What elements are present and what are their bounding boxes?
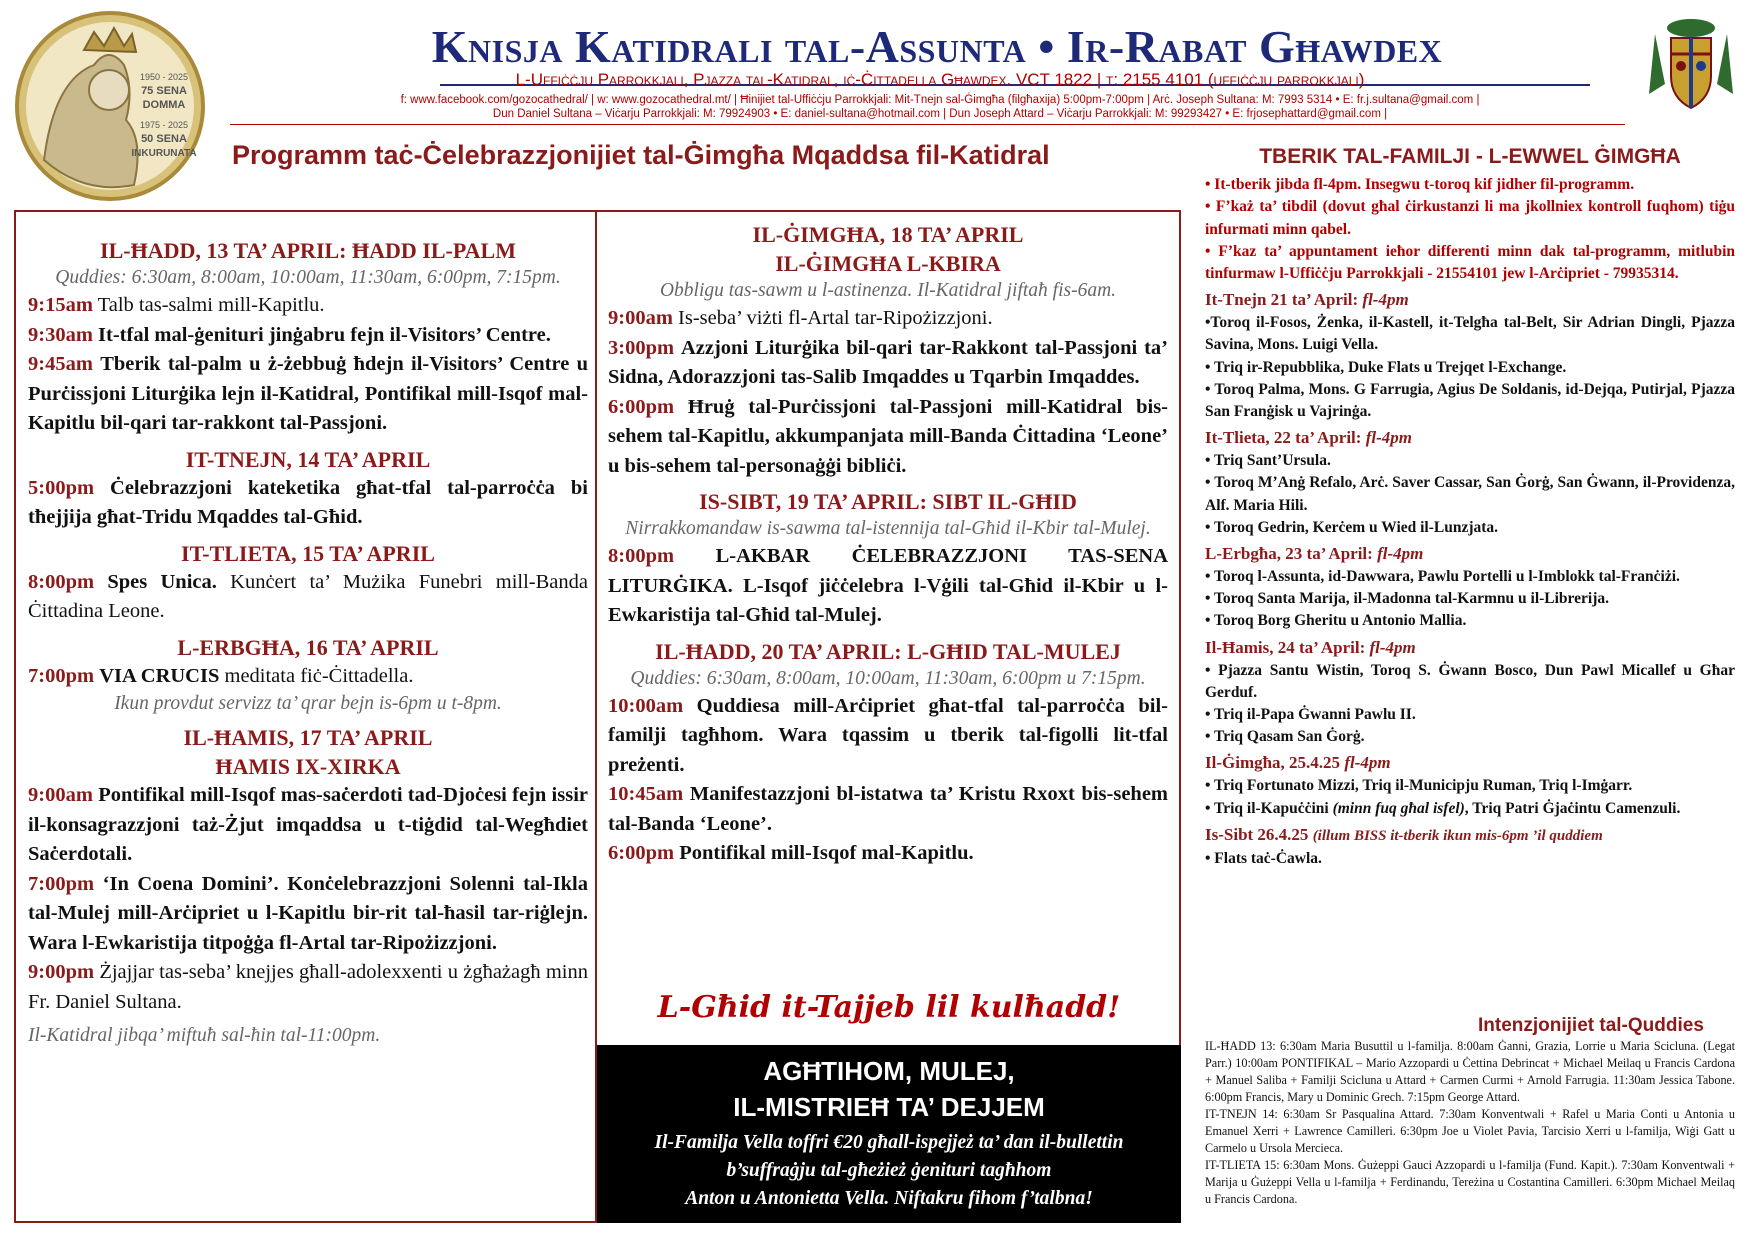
schedule-column-left — [28, 236, 588, 1049]
schedule-item: 7:00pm VIA CRUCIS meditata fiċ-Ċittadella. — [28, 664, 414, 687]
blessing-note: • F’kaz ta’ appuntament ieħor differenti minn dak tal-programm, mitlubin tinfurmaw l-Uffiċċju Parrokkjali - 21554101 jew l-Arċipriet - 79935314. — [1205, 242, 1735, 283]
program-title: Programm taċ-Ċelebrazzjonijiet tal-Ġimgħa Mqaddsa fil-Katidral — [232, 140, 1050, 170]
fasting-note: Obbligu tas-sawm u l-astinenza. Il-Katidral jiftaħ fis-6am. — [659, 280, 1117, 301]
blessing-streets: • Toroq Palma, Mons. G Farrugia, Agius De Soldanis, id-Dejqa, Putirjal, Pjazza San Franġisk u Vajrinġa. — [1205, 380, 1735, 421]
memorial-text-2: b’suffraġju tal-għeżież ġenituri tagħhom — [726, 1160, 1052, 1181]
schedule-item: 5:00pm Ċelebrazzjoni kateketika għat-tfal tal-parroċċa bi tħejjija għat-Tridu Mqaddes tal-Għid. — [28, 476, 588, 528]
blessing-streets: • Toroq l-Assunta, id-Dawwara, Pawlu Portelli u l-Imblokk tal-Franċiżi. — [1205, 568, 1680, 586]
blessing-streets: • Triq Qasam San Ġorġ. — [1205, 728, 1365, 746]
memorial-title-1: AGĦTIHOM, MULEJ, — [763, 1056, 1015, 1086]
blessing-streets: • Triq Fortunato Mizzi, Triq il-Municipju Ruman, Triq l-Imġarr. — [1205, 777, 1633, 795]
schedule-item: 10:00am Quddiesa mill-Arċipriet għat-tfal tal-parroċċa bil-familji tagħhom. Wara tqassim u tberik tal-figolli lit-tfal preżenti. — [608, 694, 1169, 776]
confession-note: Ikun provdut servizz ta’ qrar bejn is-6pm u t-8pm. — [114, 693, 502, 714]
vigil-note: Nirrakkomandaw is-sawma tal-istennija tal-Għid il-Kbir tal-Mulej. — [625, 518, 1151, 539]
day-subheading: IL-ĠIMGĦA L-KBIRA — [775, 251, 1001, 276]
blessing-streets: • Toroq M’Anġ Refalo, Arċ. Saver Cassar, San Ġorġ, San Ġwann, il-Providenza, Alf. Maria Hili. — [1205, 474, 1735, 514]
blessing-streets: • Toroq Borg Gheritu u Antonio Mallia. — [1205, 612, 1467, 630]
blessing-day: It-Tnejn 21 ta’ April: fl-4pm — [1205, 290, 1409, 310]
family-blessing-title: TBERIK TAL-FAMILJI - L-EWWEL ĠIMGĦA — [1259, 145, 1681, 168]
logo-years-1: 1950 - 2025 — [139, 72, 189, 82]
logo-years-2: 1975 - 2025 — [139, 120, 189, 130]
schedule-item: 9:30am It-tfal mal-ġenituri jinġabru fejn il-Visitors’ Centre. — [28, 323, 551, 346]
easter-greeting: L-Għid it-Tajjeb lil kulħadd! — [657, 990, 1121, 1025]
mass-intentions — [1205, 1038, 1735, 1208]
logo-line-3: DOMMA — [142, 99, 186, 111]
blessing-streets: •Toroq il-Fosos, Żenka, il-Kastell, it-Telgħa tal-Belt, Sir Adrian Dingli, Pjazza Savina, Mons. Luigi Vella. — [1205, 314, 1735, 354]
day-heading: IL-ĠIMGĦA, 18 TA’ APRIL — [752, 222, 1024, 247]
schedule-column-middle — [608, 214, 1168, 869]
day-heading: IL-ĦAMIS, 17 TA’ APRIL — [183, 725, 433, 750]
schedule-item: 6:00pm Ħruġ tal-Purċissjoni tal-Passjoni mill-Katidral bis-sehem tal-Kapitlu, akkumpanjata mill-Banda Ċittadina ‘Leone’ u bis-sehem tal-personaġġi bibliċi. — [608, 395, 1168, 477]
blessing-day: Il-Ġimgħa, 25.4.25 fl-4pm — [1205, 753, 1391, 773]
mass-times-note: Quddies: 6:30am, 8:00am, 10:00am, 11:30am, 6:00pm, 7:15pm. — [55, 267, 561, 288]
logo-line-5: 50 SENA — [141, 133, 187, 145]
schedule-item: 9:15am Talb tas-salmi mill-Kapitlu. — [28, 294, 325, 316]
intention-paragraph: IT-TNEJN 14: 6:30am Sr Pasqualina Attard. 7:30am Konventwali + Rafel u Maria Conti u Antonia u Emanuel Xerri + Lawrence Camilleri. 6:30pm Joe u Violet Pavia, Tarcisio Xerri u l-familja, Wiġi Gatt u Carmelo u Ursola Mercieca. — [1205, 1107, 1735, 1155]
memorial-text-1: Il-Familja Vella toffri €20 għall-ispejjeż ta’ dan il-bullettin — [654, 1132, 1124, 1153]
memorial-title-2: IL-MISTRIEĦ TA’ DEJJEM — [733, 1092, 1045, 1122]
blessing-streets: • Toroq Gedrin, Kerċem u Wied il-Lunzjata. — [1205, 518, 1499, 536]
day-heading: IL-ĦADD, 20 TA’ APRIL: L-GĦID TAL-MULEJ — [655, 638, 1121, 664]
day-heading: IL-ĦADD, 13 TA’ APRIL: ĦADD IL-PALM — [100, 238, 516, 263]
blessing-note: • It-tberik jibda fl-4pm. Insegwu t-toroq kif jidher fil-programm. — [1205, 176, 1635, 194]
intention-paragraph: IL-ĦADD 13: 6:30am Maria Busuttil u l-familja. 8:00am Ġanni, Grazia, Lorrie u Maria Scicluna. (Legat Parr.) 10:00am PONTIFIKAL – Mario Azzopardi u Ċettina Debrincat + Michael Meilaq u Francis Cardona + Manuel Saliba + Familji Scicluna u Attard + Carmen Curmi + Arnold Farrugia. 11:30am Jessica Tabone. 6:00pm Francis, Mary u Dominic Grech. 7:15pm George Attard. — [1205, 1039, 1735, 1104]
blessing-day: Il-Ħamis, 24 ta’ April: fl-4pm — [1205, 637, 1416, 657]
closing-note: Il-Katidral jibqa’ miftuħ sal-ħin tal-11:00pm. — [28, 1025, 381, 1046]
blessing-note: • F’każ ta’ tibdil (dovut għal ċirkustanzi li ma jkollniex kontroll fuqhom) tiġu infurmati minn qabel. — [1205, 198, 1735, 238]
blessing-streets: • Triq il-Papa Ġwanni Pawlu II. — [1205, 706, 1416, 724]
mass-intentions-title: Intenzjonijiet tal-Quddies — [1478, 1015, 1704, 1036]
schedule-item: 6:00pm Pontifikal mill-Isqof mal-Kapitlu. — [608, 842, 974, 864]
blessing-day: It-Tlieta, 22 ta’ April: fl-4pm — [1205, 428, 1412, 448]
blessing-streets: • Pjazza Santu Wistin, Toroq S. Ġwann Bosco, Dun Pawl Micallef u Għar Gerduf. — [1205, 661, 1735, 701]
day-heading: L-ERBGĦA, 16 TA’ APRIL — [177, 634, 439, 660]
blessing-streets: • Flats taċ-Ċawla. — [1205, 849, 1322, 867]
schedule-item: 9:00am Is-seba’ viżti fl-Artal tar-Ripożizzjoni. — [608, 307, 993, 329]
family-blessing-section — [1205, 146, 1735, 870]
blessing-streets: • Triq Sant’Ursula. — [1205, 452, 1331, 470]
day-heading: IT-TNEJN, 14 TA’ APRIL — [185, 446, 431, 472]
memorial-text-3: Anton u Antonietta Vella. Niftakru fihom f’talbna! — [685, 1188, 1093, 1209]
day-heading: IT-TLIETA, 15 TA’ APRIL — [181, 540, 435, 566]
day-subheading: ĦAMIS IX-XIRKA — [215, 754, 401, 779]
contact-line-2: Dun Daniel Sultana – Viċarju Parrokkjali: M: 79924903 • E: daniel-sultana@hotmail.com | Dun Joseph Attard – Viċarju Parrokkjali: M: 99293427 • E: frjosephattard@gmail.com | — [492, 108, 1388, 120]
memorial-box — [597, 1045, 1181, 1223]
intention-paragraph: IT-TLIETA 15: 6:30am Mons. Ġużeppi Gauci Azzopardi u l-familja (Fund. Kapit.). 7:30am Konventwali + Marija u Ġużeppi Vella u l-familja + Ferdinandu, Tereżina u Costantina Camilleri. 6:30pm Michael Meilaq u Francis Cardona. — [1205, 1158, 1735, 1206]
schedule-item: 10:45am Manifestazzjoni bl-istatwa ta’ Kristu Rxoxt bis-sehem tal-Banda ‘Leone’. — [608, 783, 1168, 835]
blessing-streets: • Toroq Santa Marija, il-Madonna tal-Karmnu u il-Librerija. — [1205, 590, 1610, 608]
blessing-day: L-Erbgħa, 23 ta’ April: fl-4pm — [1205, 544, 1424, 564]
header-divider — [230, 124, 1625, 125]
schedule-item: 7:00pm ‘In Coena Domini’. Konċelebrazzjoni Solenni tal-Ikla tal-Mulej mill-Arċipriet u l-Kapitlu bir-rit tal-ħasil tar-riġlejn. Wara l-Ewkaristija titpoġġa fl-Artal tar-Ripożizzjoni. — [28, 872, 588, 954]
schedule-item: 8:00pm Spes Unica. Kunċert ta’ Mużika Funebri mill-Banda Ċittadina Leone. — [28, 570, 589, 622]
logo-line-6: INKURUNATA — [131, 148, 197, 159]
schedule-item: 8:00pm L-AKBAR ĊELEBRAZZJONI TAS-SENA LITURĠIKA. L-Isqof jiċċelebra l-Vġili tal-Għid il-Kbir u l-Ewkaristija tal-Għid tal-Mulej. — [608, 545, 1169, 626]
logo-line-2: 75 SENA — [141, 85, 187, 97]
schedule-item: 9:45am Tberik tal-palm u ż-żebbuġ ħdejn il-Visitors’ Centre u Purċissjoni Liturġika lejn il-Katidral, Pontifikal mill-Isqof mal-Kapitlu bil-qari tar-rakkont tal-Passjoni. — [28, 353, 589, 434]
blessing-day: Is-Sibt 26.4.25 (illum BISS it-tberik ikun mis-6pm ’il quddiem — [1205, 824, 1603, 844]
blessing-streets: • Triq ir-Repubblika, Duke Flats u Trejqet l-Exchange. — [1205, 358, 1567, 376]
mass-times-note: Quddies: 6:30am, 8:00am, 10:00am, 11:30am, 6:00pm u 7:15pm. — [630, 667, 1146, 689]
page-title: Knisja Katidrali tal-Assunta • Ir-Rabat Għawdex — [431, 21, 1443, 72]
contact-line-1: f: www.facebook.com/gozocathedral/ | w: www.gozocathedral.mt/ | Ħinijiet tal-Uffiċċju Parrokkjali: Mit-Tnejn sal-Ġimgħa (filgħaxija) 5:00pm-7:00pm | Arċ. Joseph Sultana: M: 7993 5314 • E: fr.j.sultana@gmail.com | — [400, 94, 1480, 106]
schedule-item: 9:00pm Żjajjar tas-seba’ knejjes għall-adolexxenti u żgħażagħ minn Fr. Daniel Sultana. — [28, 961, 588, 1013]
schedule-item: 3:00pm Azzjoni Liturġika bil-qari tar-Rakkont tal-Passjoni ta’ Sidna, Adorazzjoni tas-Salib Imqaddes u Tqarbin Imqaddes. — [608, 336, 1168, 388]
day-heading: IS-SIBT, 19 TA’ APRIL: SIBT IL-GĦID — [699, 489, 1077, 514]
schedule-item: 9:00am Pontifikal mill-Isqof mas-saċerdoti tad-Djoċesi fejn issir il-konsagrazzjoni taż-Żjut imqaddsa u t-tiġdid tal-Wegħdiet Saċerdotali. — [28, 784, 589, 865]
parish-office-address: L-Uffiċċju Parrokkjali, Pjazza tal-Katidral, iċ-Ċittadella Għawdex. VCT 1822 | t: 2155 4101 (uffiċċju parrokkjali) — [515, 70, 1365, 89]
blessing-streets: • Triq il-Kapuċċini (minn fuq għal isfel), Triq Patri Ġjaċintu Camenzuli. — [1205, 799, 1681, 817]
